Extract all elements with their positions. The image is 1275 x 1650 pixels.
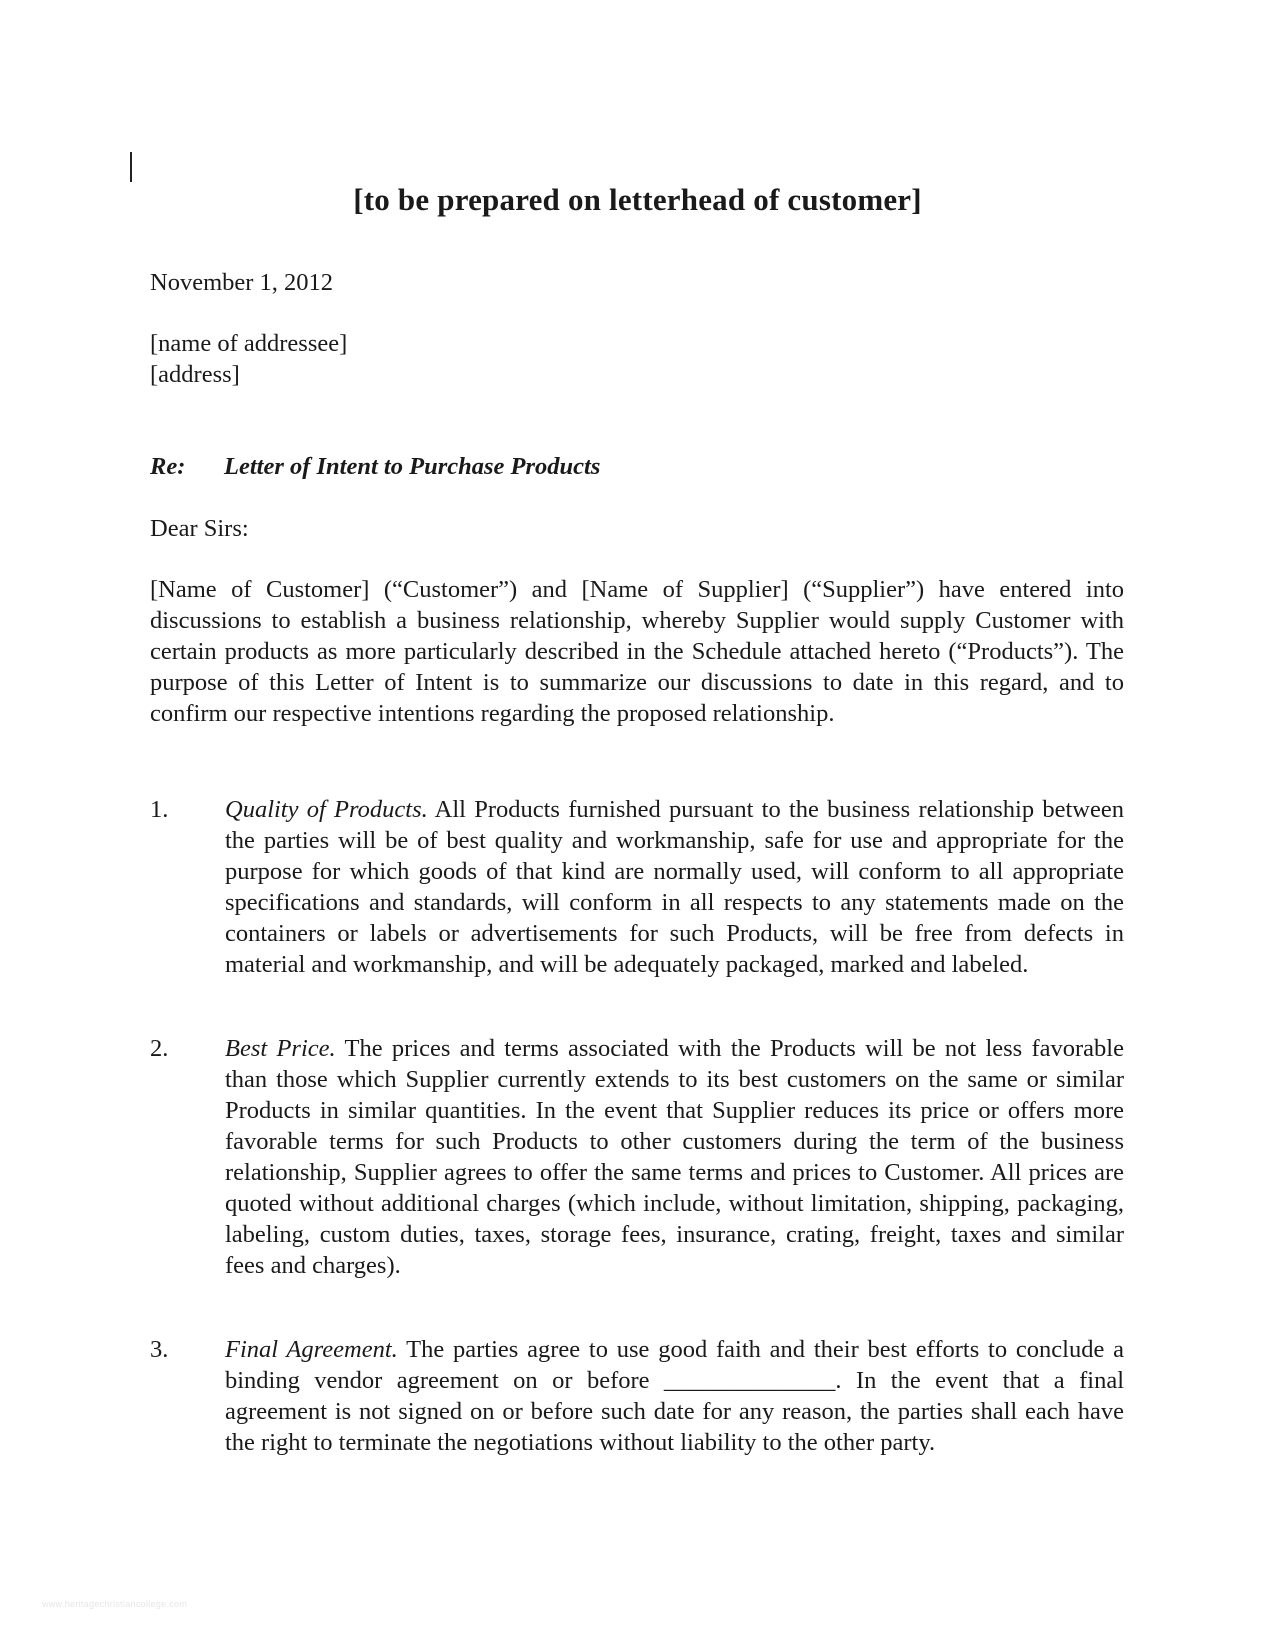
item-number: 3. bbox=[150, 1336, 169, 1363]
item-text: The prices and terms associated with the Products will be not less favorable than those which Supplier currently extends to its best customers on the same or similar Products in similar quantities. In the event that Supplier reduces its price or offers more favorable terms for such Products to other customers during the term of the business relationship, Supplier agrees to offer the same terms and prices to Customer. All prices are quoted without additional charges (which include, without limitation, shipping, packaging, labeling, custom duties, taxes, storage fees, insurance, crating, freight, taxes and similar fees and charges). bbox=[225, 1035, 1124, 1279]
item-title: Final Agreement. bbox=[225, 1336, 398, 1363]
numbered-item bbox=[150, 1033, 1124, 1281]
addressee-address: [address] bbox=[150, 361, 240, 388]
letterhead-placeholder-heading: [to be prepared on letterhead of customer] bbox=[353, 182, 922, 217]
source-watermark: www.heritagechristiancollege.com bbox=[42, 1599, 188, 1609]
item-body bbox=[225, 1334, 1124, 1458]
salutation: Dear Sirs: bbox=[150, 515, 249, 542]
numbered-item bbox=[150, 794, 1124, 980]
letter-date: November 1, 2012 bbox=[150, 269, 334, 296]
item-title: Quality of Products. bbox=[225, 796, 428, 823]
subject-label: Re: bbox=[150, 453, 186, 480]
item-text: All Products furnished pursuant to the business relationship between the parties will be of best quality and workmanship, safe for use and appropriate for the purpose for which goods of that kind are normally used, will conform to all appropriate specifications and standards, will conform in all respects to any statements made on the containers or labels or advertisements for such Products, will be free from defects in material and workmanship, and will be adequately packaged, marked and labeled. bbox=[225, 796, 1124, 978]
subject-line bbox=[150, 451, 1124, 482]
addressee-name: [name of addressee] bbox=[150, 330, 348, 357]
item-title: Best Price. bbox=[225, 1035, 336, 1062]
subject-text: Letter of Intent to Purchase Products bbox=[224, 453, 601, 480]
numbered-item bbox=[150, 1334, 1124, 1458]
item-text: The parties agree to use good faith and their best efforts to conclude a binding vendor agreement on or before ______________. In the event that a final agreement is not signed on or before such date for any reason, the parties shall each have the right to terminate the negotiations without liability to the other party. bbox=[225, 1336, 1124, 1456]
addressee-block bbox=[150, 328, 1124, 390]
item-body bbox=[225, 794, 1124, 980]
item-number: 2. bbox=[150, 1035, 169, 1062]
item-number: 1. bbox=[150, 796, 169, 823]
item-body bbox=[225, 1033, 1124, 1281]
intro-paragraph: [Name of Customer] (“Customer”) and [Name of Supplier] (“Supplier”) have entered into discussions to establish a business relationship, whereby Supplier would supply Customer with certain products as more particularly described in the Schedule attached hereto (“Products”). The purpose of this Letter of Intent is to summarize our discussions to date in this regard, and to confirm our respective intentions regarding the proposed relationship. bbox=[150, 576, 1124, 727]
